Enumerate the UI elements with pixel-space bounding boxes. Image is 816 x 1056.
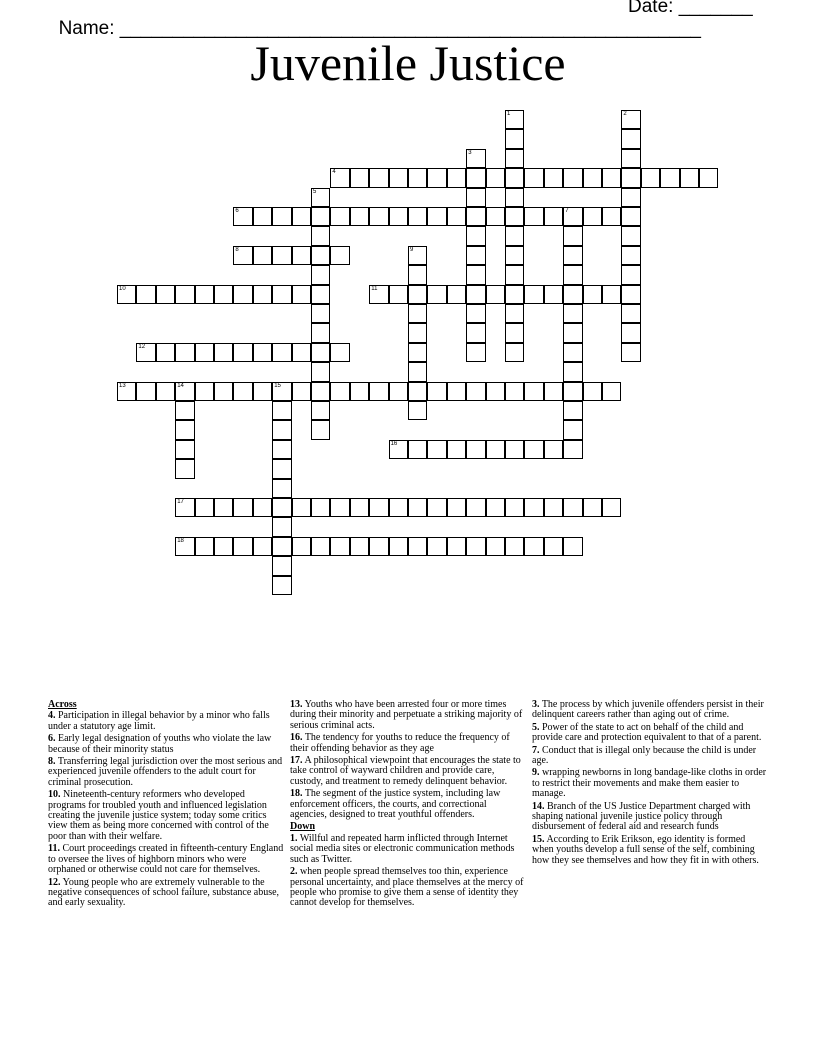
grid-cell[interactable] xyxy=(350,168,369,187)
grid-cell[interactable] xyxy=(621,110,640,129)
grid-cell[interactable] xyxy=(563,323,582,342)
grid-cell[interactable] xyxy=(466,382,485,401)
clue-across-12: 12. Young people who are extremely vulnerable to the negative consequences of school failure, substance abuse, and early sexuality. xyxy=(48,876,280,909)
grid-cell[interactable] xyxy=(486,382,505,401)
clue-number: 1 xyxy=(507,111,511,117)
grid-cell[interactable] xyxy=(563,343,582,362)
grid-cell[interactable] xyxy=(427,498,446,517)
grid-cell[interactable] xyxy=(447,440,466,459)
clue-down-1: 1. Willful and repeated harm inflicted through Internet social media sites or electronic communication methods such as Twitter. xyxy=(290,832,515,865)
clue-number: 14 xyxy=(177,382,184,389)
grid-cell[interactable] xyxy=(466,265,485,284)
grid-cell[interactable] xyxy=(524,168,543,187)
grid-cell[interactable] xyxy=(195,285,214,304)
grid-cell[interactable] xyxy=(253,343,272,362)
grid-cell[interactable] xyxy=(272,207,291,226)
grid-cell[interactable] xyxy=(253,246,272,265)
grid-cell[interactable] xyxy=(486,168,505,187)
grid-cell[interactable] xyxy=(175,459,194,478)
grid-cell[interactable] xyxy=(272,440,291,459)
grid-cell[interactable] xyxy=(272,246,291,265)
grid-cell[interactable] xyxy=(563,304,582,323)
grid-cell[interactable] xyxy=(524,537,543,556)
grid-cell[interactable] xyxy=(408,168,427,187)
grid-cell[interactable] xyxy=(466,343,485,362)
grid-cell[interactable] xyxy=(466,168,485,187)
grid-cell[interactable] xyxy=(175,285,194,304)
grid-cell[interactable] xyxy=(253,285,272,304)
grid-cell[interactable] xyxy=(408,498,427,517)
grid-cell[interactable] xyxy=(330,246,349,265)
grid-cell[interactable] xyxy=(311,382,330,401)
grid-cell[interactable] xyxy=(117,285,136,304)
grid-cell[interactable] xyxy=(505,207,524,226)
grid-cell[interactable] xyxy=(272,382,291,401)
grid-cell[interactable] xyxy=(369,168,388,187)
grid-cell[interactable] xyxy=(524,207,543,226)
grid-cell[interactable] xyxy=(524,382,543,401)
grid-cell[interactable] xyxy=(175,537,194,556)
grid-cell[interactable] xyxy=(563,226,582,245)
grid-cell[interactable] xyxy=(621,207,640,226)
grid-cell[interactable] xyxy=(369,285,388,304)
grid-cell[interactable] xyxy=(350,498,369,517)
grid-cell[interactable] xyxy=(292,207,311,226)
grid-cell[interactable] xyxy=(233,246,252,265)
grid-cell[interactable] xyxy=(505,304,524,323)
clue-across-18: 18. The segment of the justice system, including law enforcement officers, the courts, and correctional agencies, designed to treat youthful offenders. xyxy=(290,788,501,821)
grid-cell[interactable] xyxy=(214,498,233,517)
grid-cell[interactable] xyxy=(214,343,233,362)
grid-cell[interactable] xyxy=(233,207,252,226)
grid-cell[interactable] xyxy=(563,498,582,517)
grid-cell[interactable] xyxy=(195,537,214,556)
grid-cell[interactable] xyxy=(272,537,291,556)
grid-cell[interactable] xyxy=(583,168,602,187)
grid-cell[interactable] xyxy=(330,382,349,401)
grid-cell[interactable] xyxy=(253,498,272,517)
grid-cell[interactable] xyxy=(505,188,524,207)
grid-cell[interactable] xyxy=(621,285,640,304)
grid-cell[interactable] xyxy=(621,246,640,265)
grid-cell[interactable] xyxy=(389,498,408,517)
grid-cell[interactable] xyxy=(486,537,505,556)
grid-cell[interactable] xyxy=(175,401,194,420)
clue-down-3: 3. The process by which juvenile offenders persist in their delinquent careers rather than aging out of crime. xyxy=(532,699,764,721)
grid-cell[interactable] xyxy=(214,285,233,304)
grid-cell[interactable] xyxy=(195,343,214,362)
grid-cell[interactable] xyxy=(466,323,485,342)
clue-down-9: 9. wrapping newborns in long bandage-like cloths in order to restrict their movements and make them easier to manage. xyxy=(532,767,767,800)
grid-cell[interactable] xyxy=(505,323,524,342)
grid-cell[interactable] xyxy=(583,285,602,304)
clue-down-14: 14. Branch of the US Justice Department charged with shaping national juvenile justice policy through disbursement of federal aid and research funds xyxy=(532,800,751,833)
grid-cell[interactable] xyxy=(311,285,330,304)
grid-cell[interactable] xyxy=(175,498,194,517)
grid-cell[interactable] xyxy=(544,207,563,226)
clue-down-5: 5. Power of the state to act on behalf of the child and provide care and protection equivalent to that of a parent. xyxy=(532,721,762,744)
clue-number: 15 xyxy=(274,382,281,389)
grid-cell[interactable] xyxy=(466,304,485,323)
grid-cell[interactable] xyxy=(447,382,466,401)
clue-number: 10 xyxy=(119,285,126,292)
clue-number: 17 xyxy=(177,499,184,505)
grid-cell[interactable] xyxy=(602,498,621,517)
clue-number: 8 xyxy=(235,246,239,253)
grid-cell[interactable] xyxy=(311,226,330,245)
grid-cell[interactable] xyxy=(136,285,155,304)
grid-cell[interactable] xyxy=(408,207,427,226)
grid-cell[interactable] xyxy=(233,285,252,304)
grid-cell[interactable] xyxy=(544,382,563,401)
grid-cell[interactable] xyxy=(427,285,446,304)
grid-cell[interactable] xyxy=(563,440,582,459)
grid-cell[interactable] xyxy=(272,420,291,439)
grid-cell[interactable] xyxy=(505,226,524,245)
grid-cell[interactable] xyxy=(660,168,679,187)
grid-cell[interactable] xyxy=(583,382,602,401)
clue-number: 7 xyxy=(565,208,569,214)
grid-cell[interactable] xyxy=(505,110,524,129)
clue-across-13: 13. Youths who have been arrested four or more times during their minority and perpetuate a striking majority of serious criminal acts. xyxy=(290,699,523,731)
grid-cell[interactable] xyxy=(505,168,524,187)
grid-cell[interactable] xyxy=(563,265,582,284)
grid-cell[interactable] xyxy=(156,343,175,362)
grid-cell[interactable] xyxy=(408,440,427,459)
grid-cell[interactable] xyxy=(350,207,369,226)
grid-cell[interactable] xyxy=(408,382,427,401)
grid-cell[interactable] xyxy=(602,285,621,304)
grid-cell[interactable] xyxy=(253,537,272,556)
grid-cell[interactable] xyxy=(311,207,330,226)
clue-down-15: 15. According to Erik Erikson, ego identity is formed when youths develop a full sense of the self, combining how they see themselves and how they fit in with others. xyxy=(532,833,759,866)
grid-cell[interactable] xyxy=(602,207,621,226)
grid-cell[interactable] xyxy=(272,517,291,536)
grid-cell[interactable] xyxy=(486,207,505,226)
grid-cell[interactable] xyxy=(602,382,621,401)
clue-down-2: 2. when people spread themselves too thin, experience personal uncertainty, and place themselves at the mercy of people who promise to give them a sense of identity they cannot develop for themselves. xyxy=(290,866,524,909)
grid-cell[interactable] xyxy=(272,498,291,517)
grid-cell[interactable] xyxy=(466,226,485,245)
grid-cell[interactable] xyxy=(136,382,155,401)
clue-number: 18 xyxy=(177,537,184,544)
grid-cell[interactable] xyxy=(544,285,563,304)
grid-cell[interactable] xyxy=(233,537,252,556)
clue-number: 11 xyxy=(371,285,378,292)
grid-cell[interactable] xyxy=(272,343,291,362)
grid-cell[interactable] xyxy=(253,207,272,226)
clue-number: 6 xyxy=(235,208,239,214)
grid-cell[interactable] xyxy=(408,362,427,381)
grid-cell[interactable] xyxy=(389,537,408,556)
grid-cell[interactable] xyxy=(408,401,427,420)
clues-column-2 xyxy=(290,700,526,911)
grid-cell[interactable] xyxy=(292,285,311,304)
grid-cell[interactable] xyxy=(563,537,582,556)
grid-cell[interactable] xyxy=(563,246,582,265)
clue-across-6: 6. Early legal designation of youths who violate the law because of their minority status xyxy=(48,733,272,755)
grid-cell[interactable] xyxy=(621,304,640,323)
grid-cell[interactable] xyxy=(447,537,466,556)
grid-cell[interactable] xyxy=(311,323,330,342)
grid-cell[interactable] xyxy=(311,498,330,517)
grid-cell[interactable] xyxy=(233,382,252,401)
grid-cell[interactable] xyxy=(272,576,291,595)
grid-cell[interactable] xyxy=(408,343,427,362)
grid-cell[interactable] xyxy=(466,207,485,226)
grid-cell[interactable] xyxy=(621,188,640,207)
clue-number: 13 xyxy=(119,382,126,389)
clue-number: 9 xyxy=(410,246,414,253)
down-heading: Down xyxy=(290,821,316,833)
grid-cell[interactable] xyxy=(583,498,602,517)
grid-cell[interactable] xyxy=(486,440,505,459)
clues-column-1 xyxy=(48,700,284,911)
grid-cell[interactable] xyxy=(563,168,582,187)
grid-cell[interactable] xyxy=(544,498,563,517)
grid-cell[interactable] xyxy=(563,420,582,439)
grid-cell[interactable] xyxy=(350,382,369,401)
grid-cell[interactable] xyxy=(621,343,640,362)
grid-cell[interactable] xyxy=(621,129,640,148)
grid-cell[interactable] xyxy=(563,401,582,420)
grid-cell[interactable] xyxy=(621,226,640,245)
grid-cell[interactable] xyxy=(486,285,505,304)
grid-cell[interactable] xyxy=(330,168,349,187)
clue-across-11: 11. Court proceedings created in fifteenth-century England to oversee the lives of highborn minors who were orphaned or otherwise could not care for themselves. xyxy=(48,843,284,876)
grid-cell[interactable] xyxy=(330,537,349,556)
grid-cell[interactable] xyxy=(563,362,582,381)
clue-across-8: 8. Transferring legal jurisdiction over the most serious and experienced juvenile offenders to the adult court for criminal prosecution. xyxy=(48,756,283,788)
grid-cell[interactable] xyxy=(524,285,543,304)
grid-cell[interactable] xyxy=(389,285,408,304)
grid-cell[interactable] xyxy=(447,168,466,187)
grid-cell[interactable] xyxy=(621,168,640,187)
grid-cell[interactable] xyxy=(427,207,446,226)
grid-cell[interactable] xyxy=(680,168,699,187)
grid-cell[interactable] xyxy=(311,304,330,323)
grid-cell[interactable] xyxy=(524,440,543,459)
grid-cell[interactable] xyxy=(466,498,485,517)
grid-cell[interactable] xyxy=(330,498,349,517)
grid-cell[interactable] xyxy=(330,207,349,226)
grid-cell[interactable] xyxy=(427,537,446,556)
page-title: Juvenile Justice xyxy=(250,35,566,91)
clue-number: 2 xyxy=(623,111,627,117)
grid-cell[interactable] xyxy=(505,537,524,556)
grid-cell[interactable] xyxy=(408,246,427,265)
grid-cell[interactable] xyxy=(408,304,427,323)
grid-cell[interactable] xyxy=(486,498,505,517)
clue-down-7: 7. Conduct that is illegal only because the child is under age. xyxy=(532,744,757,767)
grid-cell[interactable] xyxy=(389,440,408,459)
grid-cell[interactable] xyxy=(563,207,582,226)
grid-cell[interactable] xyxy=(272,401,291,420)
clue-number: 3 xyxy=(468,149,472,156)
grid-cell[interactable] xyxy=(292,537,311,556)
grid-cell[interactable] xyxy=(389,207,408,226)
grid-cell[interactable] xyxy=(621,149,640,168)
grid-cell[interactable] xyxy=(602,168,621,187)
date-field[interactable]: Date: _______ xyxy=(628,0,753,17)
clues-column-3 xyxy=(532,700,768,868)
grid-cell[interactable] xyxy=(427,382,446,401)
grid-cell[interactable] xyxy=(621,323,640,342)
grid-cell[interactable] xyxy=(466,149,485,168)
grid-cell[interactable] xyxy=(292,498,311,517)
grid-cell[interactable] xyxy=(563,382,582,401)
grid-cell[interactable] xyxy=(311,537,330,556)
grid-cell[interactable] xyxy=(447,498,466,517)
grid-cell[interactable] xyxy=(136,343,155,362)
grid-cell[interactable] xyxy=(233,343,252,362)
grid-cell[interactable] xyxy=(563,285,582,304)
grid-cell[interactable] xyxy=(311,362,330,381)
grid-cell[interactable] xyxy=(447,207,466,226)
grid-cell[interactable] xyxy=(544,440,563,459)
grid-cell[interactable] xyxy=(389,382,408,401)
grid-cell[interactable] xyxy=(369,498,388,517)
grid-cell[interactable] xyxy=(505,285,524,304)
grid-cell[interactable] xyxy=(350,537,369,556)
grid-cell[interactable] xyxy=(544,537,563,556)
grid-cell[interactable] xyxy=(447,285,466,304)
grid-cell[interactable] xyxy=(583,207,602,226)
grid-cell[interactable] xyxy=(505,382,524,401)
grid-cell[interactable] xyxy=(311,188,330,207)
grid-cell[interactable] xyxy=(408,537,427,556)
grid-cell[interactable] xyxy=(544,168,563,187)
clue-number: 16 xyxy=(390,440,398,447)
grid-cell[interactable] xyxy=(117,382,136,401)
grid-cell[interactable] xyxy=(369,537,388,556)
grid-cell[interactable] xyxy=(641,168,660,187)
grid-cell[interactable] xyxy=(156,382,175,401)
grid-cell[interactable] xyxy=(175,420,194,439)
grid-cell[interactable] xyxy=(272,459,291,478)
grid-cell[interactable] xyxy=(311,401,330,420)
grid-cell[interactable] xyxy=(466,537,485,556)
grid-cell[interactable] xyxy=(214,537,233,556)
clue-number: 4 xyxy=(332,169,336,176)
grid-cell[interactable] xyxy=(195,498,214,517)
grid-cell[interactable] xyxy=(175,382,194,401)
grid-cell[interactable] xyxy=(505,265,524,284)
clue-number: 12 xyxy=(138,343,146,350)
grid-cell[interactable] xyxy=(505,440,524,459)
grid-cell[interactable] xyxy=(389,168,408,187)
grid-cell[interactable] xyxy=(427,168,446,187)
grid-cell[interactable] xyxy=(524,498,543,517)
grid-cell[interactable] xyxy=(272,479,291,498)
grid-cell[interactable] xyxy=(214,382,233,401)
grid-cell[interactable] xyxy=(233,498,252,517)
grid-cell[interactable] xyxy=(621,265,640,284)
grid-cell[interactable] xyxy=(272,556,291,575)
grid-cell[interactable] xyxy=(311,420,330,439)
grid-cell[interactable] xyxy=(699,168,718,187)
grid-cell[interactable] xyxy=(466,440,485,459)
grid-cell[interactable] xyxy=(369,207,388,226)
grid-cell[interactable] xyxy=(505,498,524,517)
clue-across-17: 17. A philosophical viewpoint that encourages the state to take control of wayward children and provide care, custody, and treatment to remedy delinquent behavior. xyxy=(290,755,521,787)
clue-across-10: 10. Nineteenth-century reformers who developed programs for troubled youth and influenced legislation creating the juvenile justice system; today some critics view them as being more concerned with control of the poor than with their welfare. xyxy=(48,789,269,842)
clue-across-16: 16. The tendency for youths to reduce the frequency of their offending behavior as they age xyxy=(290,732,510,754)
grid-cell[interactable] xyxy=(272,285,291,304)
grid-cell[interactable] xyxy=(156,285,175,304)
grid-cell[interactable] xyxy=(466,246,485,265)
grid-cell[interactable] xyxy=(505,246,524,265)
grid-cell[interactable] xyxy=(195,382,214,401)
grid-cell[interactable] xyxy=(408,265,427,284)
grid-cell[interactable] xyxy=(505,129,524,148)
grid-cell[interactable] xyxy=(505,343,524,362)
grid-cell[interactable] xyxy=(292,382,311,401)
grid-cell[interactable] xyxy=(311,343,330,362)
clue-across-4: 4. Participation in illegal behavior by a minor who falls under a statutory age limit. xyxy=(48,710,270,732)
grid-cell[interactable] xyxy=(311,265,330,284)
grid-cell[interactable] xyxy=(253,382,272,401)
grid-cell[interactable] xyxy=(292,246,311,265)
across-heading: Across xyxy=(48,699,77,710)
grid-cell[interactable] xyxy=(408,285,427,304)
grid-cell[interactable] xyxy=(175,440,194,459)
grid-cell[interactable] xyxy=(369,382,388,401)
grid-cell[interactable] xyxy=(427,440,446,459)
grid-cell[interactable] xyxy=(175,343,194,362)
grid-cell[interactable] xyxy=(311,246,330,265)
name-field[interactable]: Name: _______________________________________________________ xyxy=(58,18,701,39)
grid-cell[interactable] xyxy=(330,343,349,362)
clue-number: 5 xyxy=(313,188,317,195)
grid-cell[interactable] xyxy=(505,149,524,168)
grid-cell[interactable] xyxy=(466,188,485,207)
grid-cell[interactable] xyxy=(466,285,485,304)
grid-cell[interactable] xyxy=(292,343,311,362)
grid-cell[interactable] xyxy=(408,323,427,342)
